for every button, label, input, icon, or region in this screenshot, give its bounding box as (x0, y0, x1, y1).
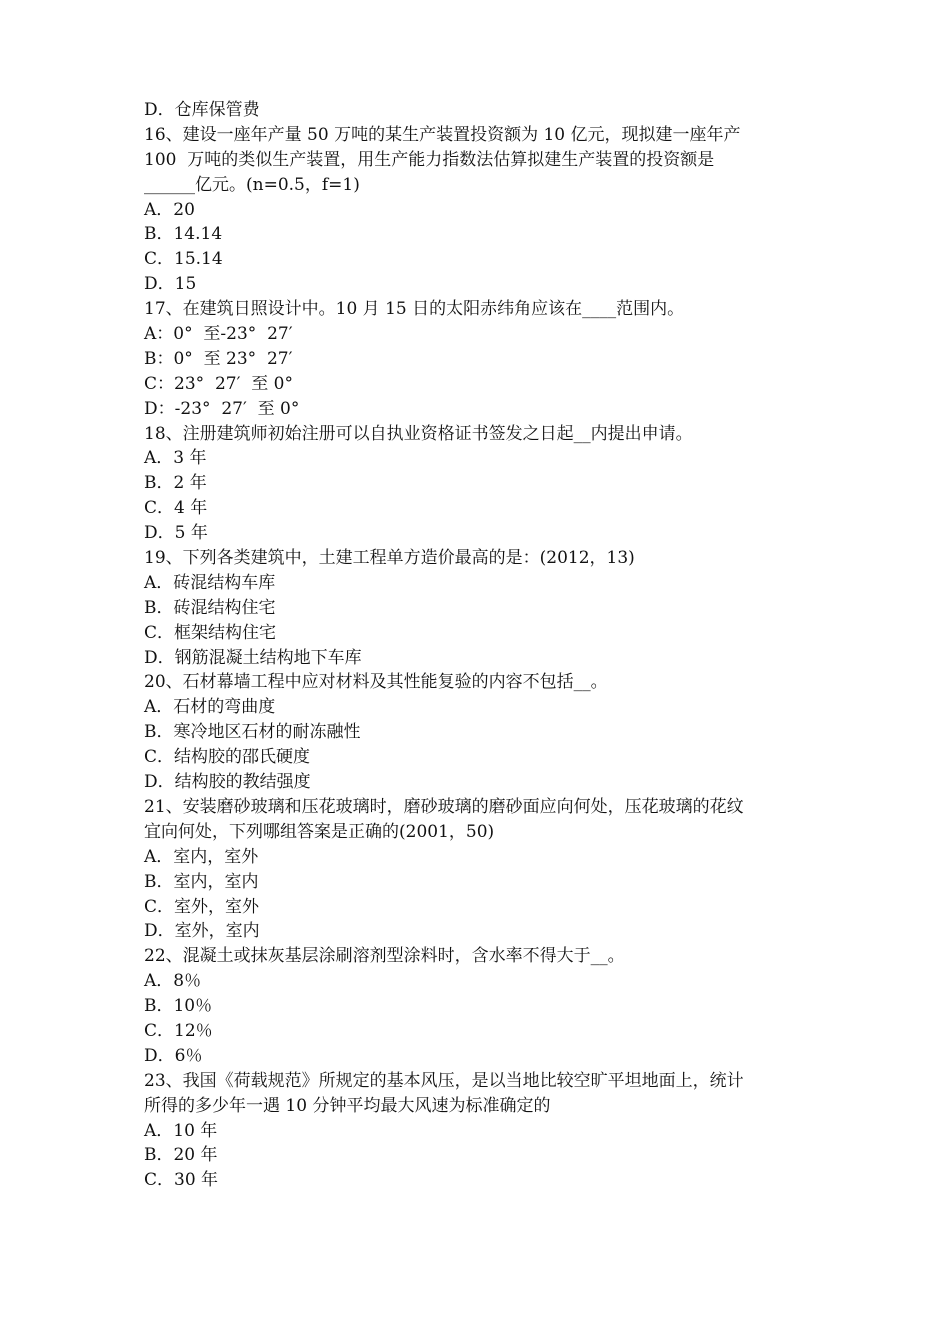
text-line: C．4 年 (144, 498, 208, 519)
text-line: D．钢筋混凝土结构地下车库 (144, 647, 362, 668)
text-line: A．石材的弯曲度 (144, 697, 276, 718)
text-line: C．30 年 (144, 1170, 219, 1191)
text-line: D：-23° 27′ 至 0° (144, 398, 300, 419)
text-line: B．2 年 (144, 473, 207, 494)
text-line: ______亿元。(n=0.5，f=1) (144, 174, 360, 195)
text-line: 16、建设一座年产量 50 万吨的某生产装置投资额为 10 亿元，现拟建一座年产 (144, 124, 741, 145)
text-line: C．15.14 (144, 249, 223, 270)
text-line: 21、安装磨砂玻璃和压花玻璃时，磨砂玻璃的磨砂面应向何处，压花玻璃的花纹 (144, 796, 744, 817)
text-line: B．砖混结构住宅 (144, 597, 276, 618)
text-line: D．室外，室内 (144, 921, 260, 942)
text-line: 18、注册建筑师初始注册可以自执业资格证书签发之日起__内提出申请。 (144, 423, 693, 444)
document-body (144, 98, 824, 1193)
text-line: 100 万吨的类似生产装置，用生产能力指数法估算拟建生产装置的投资额是 (144, 149, 715, 170)
text-line: 17、在建筑日照设计中。10 月 15 日的太阳赤纬角应该在____范围内。 (144, 299, 685, 320)
text-line: C．室外，室外 (144, 896, 260, 917)
text-line: B：0° 至 23° 27′ (144, 348, 293, 369)
text-line: D．结构胶的教结强度 (144, 772, 311, 793)
text-line: B．室内，室内 (144, 871, 259, 892)
text-line: C：23° 27′ 至 0° (144, 373, 293, 394)
text-line: C．12％ (144, 1020, 213, 1041)
text-line: B．20 年 (144, 1145, 218, 1166)
text-line: C．框架结构住宅 (144, 622, 277, 643)
text-line: 23、我国《荷载规范》所规定的基本风压，是以当地比较空旷平坦地面上，统计 (144, 1070, 744, 1091)
text-line: B．14.14 (144, 224, 223, 245)
text-line: 19、下列各类建筑中，土建工程单方造价最高的是：(2012，13) (144, 548, 635, 569)
text-line: D．5 年 (144, 523, 208, 544)
text-line: A．砖混结构车库 (144, 572, 276, 593)
text-line: A．20 (144, 199, 195, 220)
text-line: D．仓库保管费 (144, 100, 260, 120)
text-line: A．10 年 (144, 1120, 218, 1141)
text-line: B．10％ (144, 996, 213, 1017)
text-line: D．15 (144, 274, 197, 295)
text-line: A．室内，室外 (144, 846, 259, 867)
text-line: B．寒冷地区石材的耐冻融性 (144, 722, 361, 743)
text-line: C．结构胶的邵氏硬度 (144, 747, 311, 768)
text-line: 宜向何处，下列哪组答案是正确的(2001，50) (144, 821, 495, 842)
text-line: 所得的多少年一遇 10 分钟平均最大风速为标准确定的 (144, 1095, 551, 1116)
text-line: 22、混凝土或抹灰基层涂刷溶剂型涂料时，含水率不得大于__。 (144, 946, 625, 967)
text-line: A：0° 至-23° 27′ (144, 324, 293, 345)
text-line: D．6％ (144, 1045, 203, 1066)
text-line: A．3 年 (144, 448, 207, 469)
text-line: A．8％ (144, 971, 202, 992)
text-line: 20、石材幕墙工程中应对材料及其性能复验的内容不包括__。 (144, 672, 608, 693)
